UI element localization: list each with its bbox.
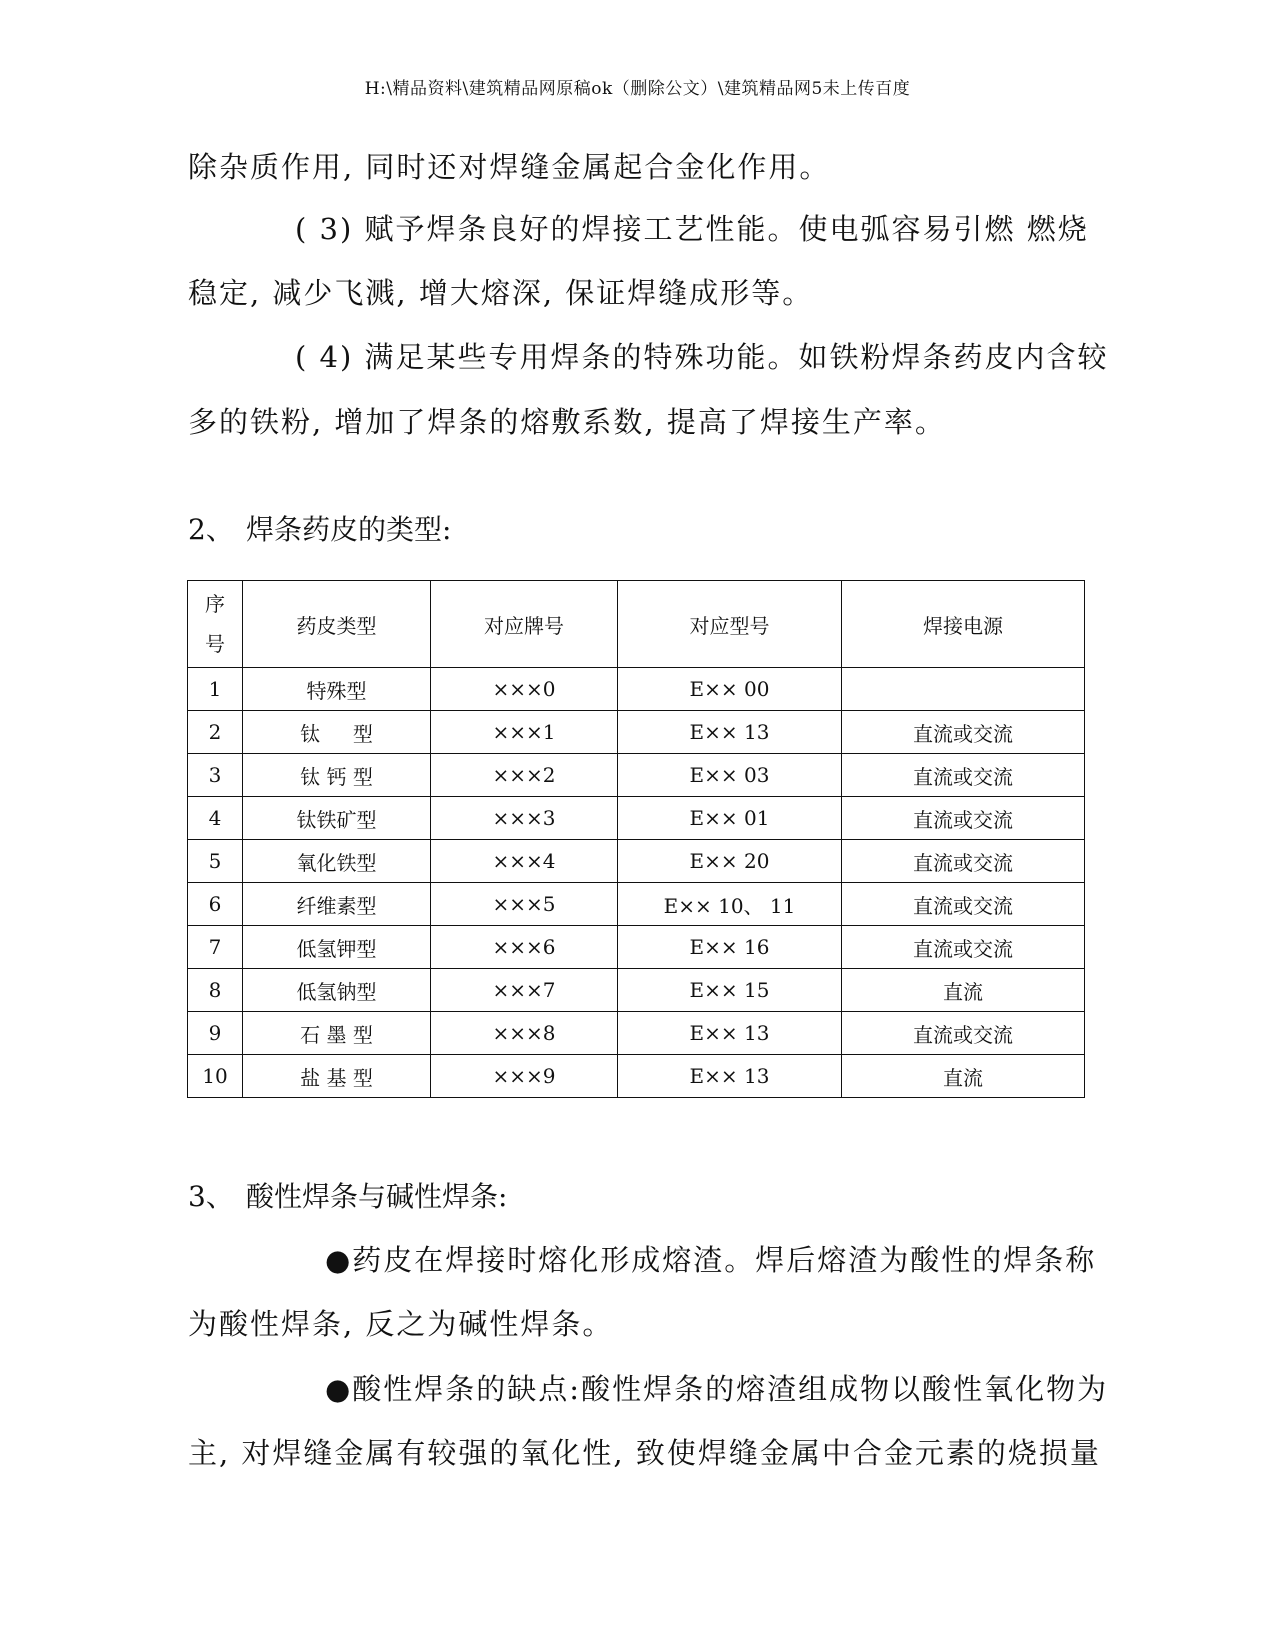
table-cell: 钛铁矿型 [243, 797, 431, 840]
table-cell: E×× 01 [618, 797, 842, 840]
table-cell: E×× 16 [618, 926, 842, 969]
table-row [188, 926, 1085, 969]
table-cell: ×××5 [431, 883, 618, 926]
table-cell: 石 墨 型 [243, 1012, 431, 1055]
table-row [188, 797, 1085, 840]
table-cell: E×× 13 [618, 1055, 842, 1098]
table-cell [842, 668, 1085, 711]
header-cell: 对应牌号 [431, 581, 618, 668]
bullet-line: ●酸性焊条的缺点:酸性焊条的熔渣组成物以酸性氧化物为 [325, 1372, 1109, 1406]
table-cell: E×× 10、 11 [618, 883, 842, 926]
header-cell: 序号 [188, 581, 243, 668]
table-cell: 纤维素型 [243, 883, 431, 926]
table-cell: 7 [188, 926, 243, 969]
bullet-line: ●药皮在焊接时熔化形成熔渣。焊后熔渣为酸性的焊条称 [325, 1243, 1097, 1277]
table-cell: 1 [188, 668, 243, 711]
table-cell: 6 [188, 883, 243, 926]
table-cell: 2 [188, 711, 243, 754]
table-cell: E×× 13 [618, 1012, 842, 1055]
table-cell: ×××4 [431, 840, 618, 883]
table-cell: E×× 20 [618, 840, 842, 883]
table-row [188, 754, 1085, 797]
table-row [188, 883, 1085, 926]
table-cell: 直流或交流 [842, 754, 1085, 797]
table-cell: 8 [188, 969, 243, 1012]
table-cell: 10 [188, 1055, 243, 1098]
table-cell: E×× 15 [618, 969, 842, 1012]
paragraph-line: ( 3) 赋予焊条良好的焊接工艺性能。使电弧容易引燃 燃烧 [295, 212, 1089, 246]
paragraph-line: ( 4) 满足某些专用焊条的特殊功能。如铁粉焊条药皮内含较 [295, 340, 1109, 374]
table-cell: 特殊型 [243, 668, 431, 711]
table-cell: ×××8 [431, 1012, 618, 1055]
paragraph-line: 除杂质作用, 同时还对焊缝金属起合金化作用。 [188, 150, 831, 184]
section-number: 3、 [188, 1180, 234, 1213]
table-cell: ×××0 [431, 668, 618, 711]
table-cell: E×× 03 [618, 754, 842, 797]
table-cell: 盐 基 型 [243, 1055, 431, 1098]
table-cell: ×××7 [431, 969, 618, 1012]
table-cell: 钛 型 [243, 711, 431, 754]
table-row [188, 668, 1085, 711]
table-cell: 4 [188, 797, 243, 840]
table-cell: 直流 [842, 969, 1085, 1012]
table-cell: E×× 13 [618, 711, 842, 754]
table-cell: 3 [188, 754, 243, 797]
table-cell: ×××6 [431, 926, 618, 969]
table-header-row [188, 581, 1085, 668]
table-cell: 直流或交流 [842, 883, 1085, 926]
section-number: 2、 [188, 513, 234, 546]
table-cell: 直流或交流 [842, 840, 1085, 883]
table-cell: E×× 00 [618, 668, 842, 711]
coating-type-table [187, 580, 1085, 1098]
table-cell: 直流或交流 [842, 797, 1085, 840]
file-path-header: H:\精品资料\建筑精品网原稿ok（删除公文）\建筑精品网5未上传百度 [364, 79, 911, 99]
table-cell: 直流或交流 [842, 711, 1085, 754]
table-cell: 直流 [842, 1055, 1085, 1098]
table-cell: 氧化铁型 [243, 840, 431, 883]
table-row [188, 1012, 1085, 1055]
table-row [188, 969, 1085, 1012]
paragraph-line: 主, 对焊缝金属有较强的氧化性, 致使焊缝金属中合金元素的烧损量 [188, 1436, 1101, 1470]
table-cell: 9 [188, 1012, 243, 1055]
table-cell: 直流或交流 [842, 926, 1085, 969]
table-row [188, 840, 1085, 883]
table-cell: 低氢钾型 [243, 926, 431, 969]
table-cell: ×××2 [431, 754, 618, 797]
header-cell: 焊接电源 [842, 581, 1085, 668]
table-cell: 低氢钠型 [243, 969, 431, 1012]
paragraph-line: 为酸性焊条, 反之为碱性焊条。 [188, 1307, 614, 1341]
table-cell: 钛 钙 型 [243, 754, 431, 797]
table-cell: ×××1 [431, 711, 618, 754]
section-title: 酸性焊条与碱性焊条: [246, 1180, 508, 1213]
table-row [188, 1055, 1085, 1098]
section-heading [188, 1175, 507, 1215]
header-cell: 药皮类型 [243, 581, 431, 668]
table-cell: 直流或交流 [842, 1012, 1085, 1055]
table-cell: ×××9 [431, 1055, 618, 1098]
table-cell: ×××3 [431, 797, 618, 840]
table-cell: 5 [188, 840, 243, 883]
section-title: 焊条药皮的类型: [246, 513, 452, 546]
header-cell: 对应型号 [618, 581, 842, 668]
paragraph-line: 稳定, 减少飞溅, 增大熔深, 保证焊缝成形等。 [188, 276, 814, 310]
section-heading [188, 508, 451, 548]
paragraph-line: 多的铁粉, 增加了焊条的熔敷系数, 提高了焊接生产率。 [188, 405, 946, 439]
table-row [188, 711, 1085, 754]
